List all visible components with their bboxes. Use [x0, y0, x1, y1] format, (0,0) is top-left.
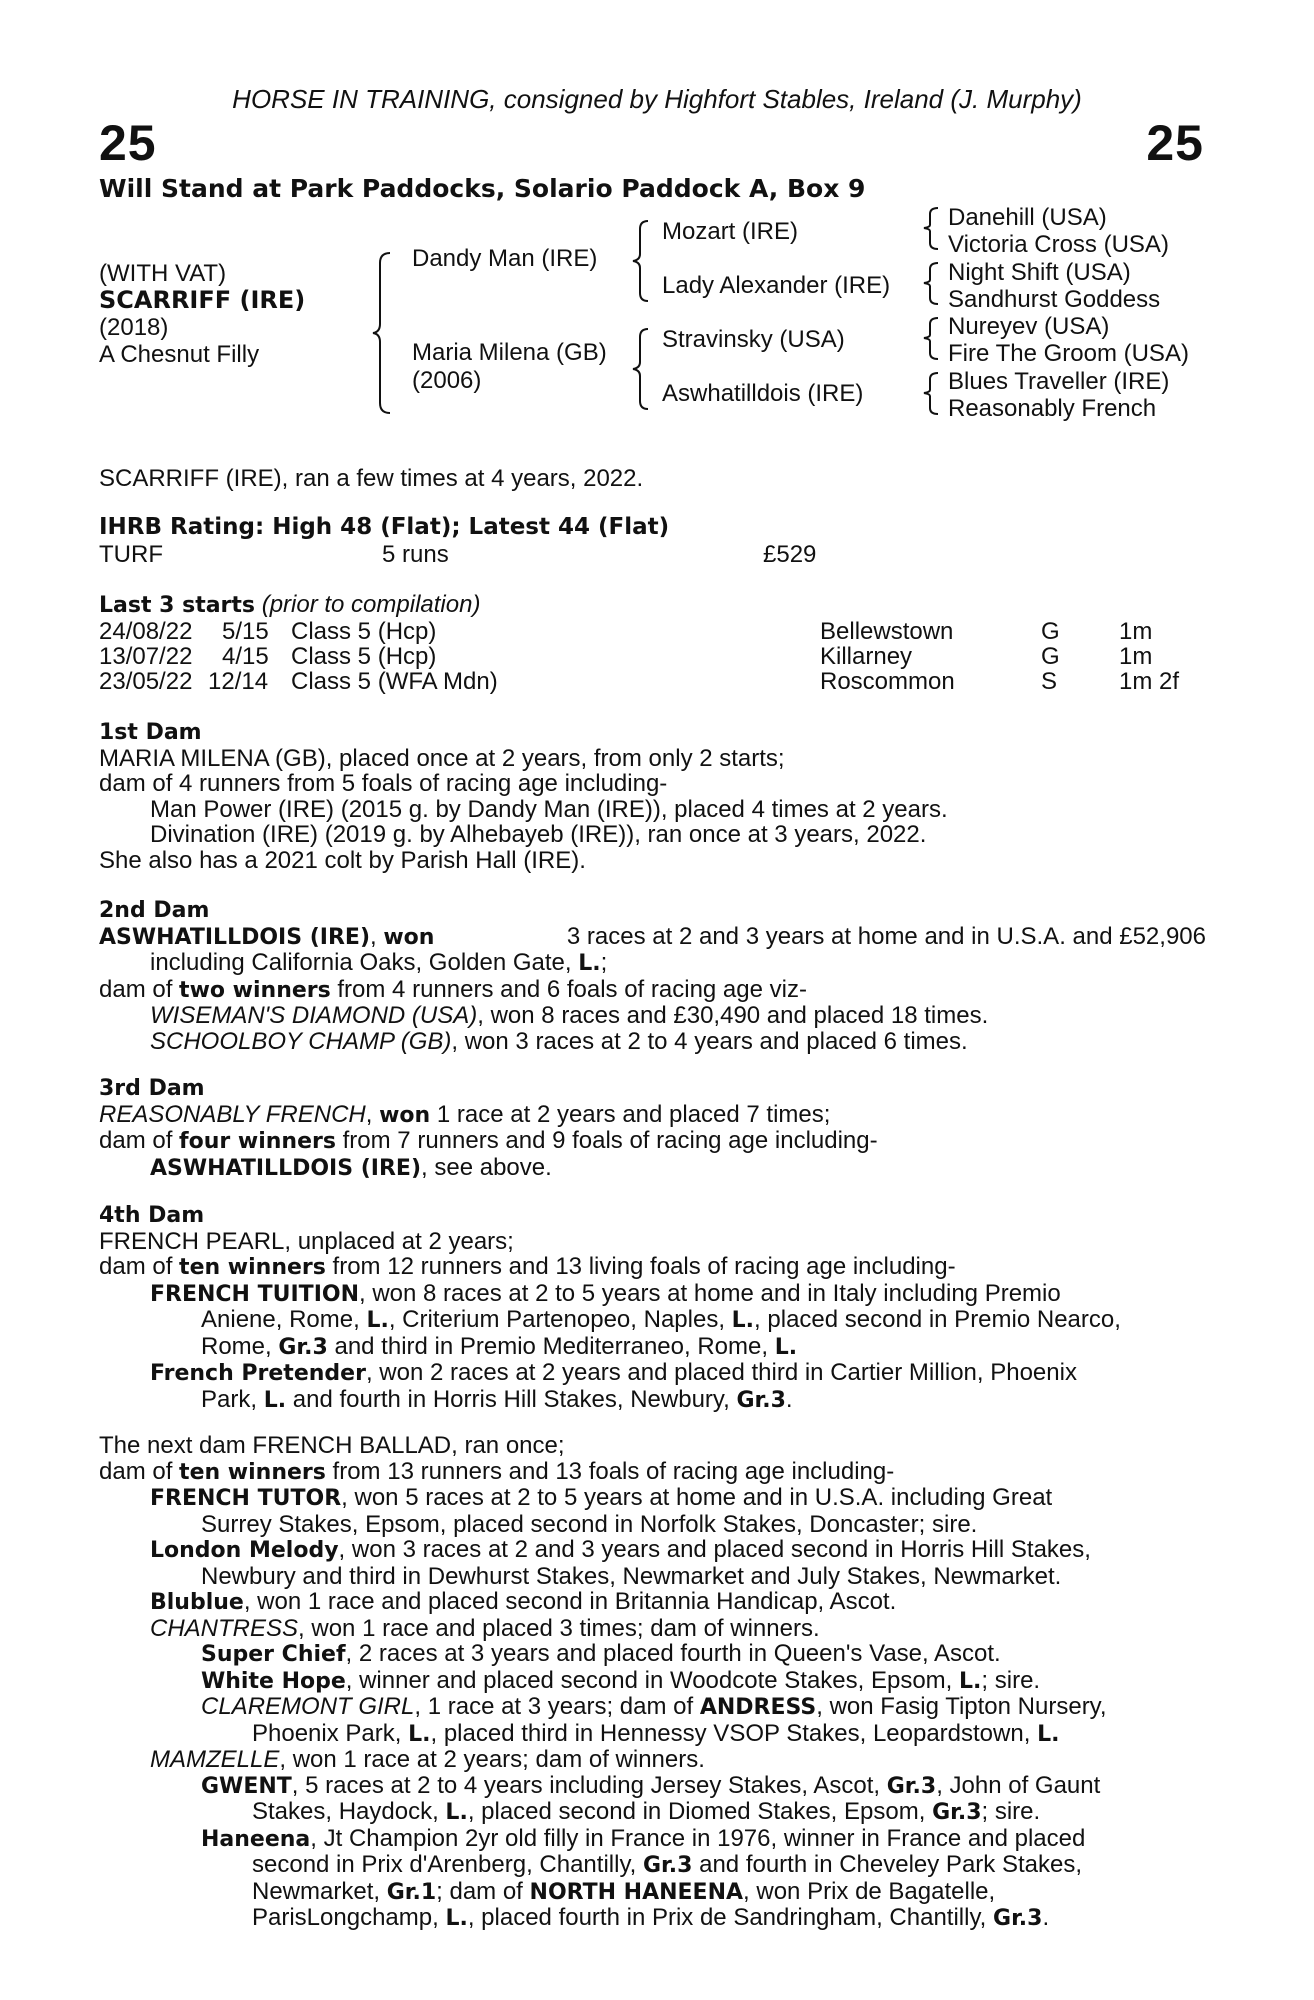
fourth-dam-progeny: FRENCH TUITION, won 8 races at 2 to 5 years at home and in Italy including Premio	[150, 1279, 1061, 1307]
second-dam-section	[99, 898, 1206, 1054]
start-course: Killarney	[820, 643, 913, 670]
start-race: Class 5 (WFA Mdn)	[291, 668, 498, 695]
pedigree-bracket-dam	[630, 326, 652, 412]
last-starts-label: Last 3 starts	[99, 593, 256, 618]
pedigree-gen4	[948, 204, 1189, 422]
start-going: G	[1041, 643, 1060, 670]
gen4-7: Blues Traveller (IRE)	[948, 367, 1170, 395]
gen4-4: Sandhurst Goddess	[948, 285, 1161, 313]
sire-sire: Mozart (IRE)	[662, 218, 799, 245]
fourth-dam-progeny-cont: Park, L. and fourth in Horris Hill Stakes, Newbury, Gr.3.	[201, 1385, 793, 1413]
next-dam-progeny: CHANTRESS, won 1 race and placed 3 times; dam of winners.	[150, 1614, 820, 1642]
third-dam-line: dam of four winners from 7 runners and 9 foals of racing age including-	[99, 1127, 878, 1154]
third-dam-progeny: ASWHATILLDOIS (IRE), see above.	[150, 1153, 552, 1181]
second-dam-progeny: WISEMAN'S DIAMOND (USA), won 8 races and £30,490 and placed 18 times.	[150, 1002, 989, 1029]
vat-note: (WITH VAT)	[99, 260, 227, 287]
next-dam-progeny-cont: Surrey Stakes, Epsom, placed second in Norfolk Stakes, Doncaster; sire.	[201, 1510, 978, 1538]
next-dam-progeny: MAMZELLE, won 1 race at 2 years; dam of winners.	[150, 1746, 705, 1773]
gen4-2: Victoria Cross (USA)	[948, 231, 1169, 259]
gen4-8: Reasonably French	[948, 395, 1157, 423]
rating-runs: 5 runs	[382, 541, 449, 568]
consignor-header: HORSE IN TRAINING, consigned by Highfort Stables, Ireland (J. Murphy)	[232, 84, 1082, 114]
rating-surface: TURF	[99, 541, 163, 568]
stabling-location: Will Stand at Park Paddocks, Solario Paddock A, Box 9	[99, 174, 866, 203]
second-dam-progeny: SCHOOLBOY CHAMP (GB), won 3 races at 2 to 4 years and placed 6 times.	[150, 1027, 968, 1055]
start-position: 4/15	[222, 643, 269, 670]
last-starts-note: (prior to compilation)	[261, 591, 481, 618]
start-course: Bellewstown	[820, 618, 954, 645]
rating-line: IHRB Rating: High 48 (Flat); Latest 44 (Flat)	[99, 514, 670, 540]
gen4-5: Nureyev (USA)	[948, 313, 1110, 341]
dam-name: Maria Milena (GB)	[412, 339, 607, 366]
horse-description: A Chesnut Filly	[99, 341, 260, 368]
start-race: Class 5 (Hcp)	[291, 618, 437, 645]
first-dam-line: She also has a 2021 colt by Parish Hall (IRE).	[99, 846, 586, 874]
start-distance: 1m	[1119, 643, 1153, 670]
next-dam-grandprogeny: Haneena, Jt Champion 2yr old filly in France in 1976, winner in France and placed	[201, 1824, 1086, 1852]
fourth-dam-progeny: French Pretender, won 2 races at 2 years and placed third in Cartier Million, Phoenix	[150, 1359, 1077, 1386]
fourth-dam-heading: 4th Dam	[99, 1203, 205, 1228]
next-dam-line: The next dam FRENCH BALLAD, ran once;	[99, 1432, 565, 1459]
second-dam-line: ASWHATILLDOIS (IRE), won 3 races at 2 and 3 years at home and in U.S.A. and £52,906	[99, 922, 1206, 950]
sire-name: Dandy Man (IRE)	[412, 245, 598, 272]
racing-summary: SCARRIFF (IRE), ran a few times at 4 years, 2022.	[99, 465, 644, 492]
fourth-dam-line: FRENCH PEARL, unplaced at 2 years;	[99, 1227, 514, 1255]
start-race: Class 5 (Hcp)	[291, 643, 437, 670]
fourth-dam-progeny-cont: Aniene, Rome, L., Criterium Partenopeo, Naples, L., placed second in Premio Nearco,	[201, 1306, 1121, 1333]
fourth-dam-section	[99, 1203, 1206, 1413]
next-dam-grandprogeny-cont: ParisLongchamp, L., placed fourth in Prix de Sandringham, Chantilly, Gr.3.	[252, 1904, 1050, 1931]
start-going: S	[1041, 668, 1058, 695]
third-dam-section	[99, 1076, 878, 1181]
pedigree-bracket-main	[370, 250, 394, 416]
next-dam-progeny: Blublue, won 1 race and placed second in Britannia Handicap, Ascot.	[150, 1588, 897, 1615]
start-date: 24/08/22	[99, 618, 193, 645]
start-date: 13/07/22	[99, 643, 193, 670]
next-dam-grandprogeny-cont: Phoenix Park, L., placed third in Hennessy VSOP Stakes, Leopardstown, L.	[252, 1719, 1060, 1747]
start-distance: 1m 2f	[1119, 668, 1180, 695]
gen4-1: Danehill (USA)	[948, 204, 1107, 231]
pedigree-bracket-sire	[630, 218, 652, 304]
second-dam-line: dam of two winners from 4 runners and 6 foals of racing age viz-	[99, 975, 807, 1003]
first-dam-progeny: Divination (IRE) (2019 g. by Alhebayeb (IRE)), ran once at 3 years, 2022.	[150, 821, 927, 848]
horse-name: SCARRIFF (IRE)	[99, 286, 306, 314]
start-course: Roscommon	[820, 668, 955, 695]
first-dam-section	[99, 720, 948, 873]
next-dam-grandprogeny-cont: Newmarket, Gr.1; dam of NORTH HANEENA, won Prix de Bagatelle,	[252, 1877, 996, 1905]
last-starts-heading	[99, 592, 480, 619]
rating-earnings: £529	[763, 541, 817, 568]
next-dam-grandprogeny-cont: second in Prix d'Arenberg, Chantilly, Gr.3 and fourth in Cheveley Park Stakes,	[252, 1851, 1082, 1878]
sire-dam: Lady Alexander (IRE)	[662, 272, 891, 299]
second-dam-line: including California Oaks, Golden Gate, L.;	[150, 949, 608, 976]
start-going: G	[1041, 618, 1060, 645]
pedigree-brackets-gen4	[920, 205, 942, 425]
first-dam-line: dam of 4 runners from 5 foals of racing age including-	[99, 770, 668, 797]
second-dam-heading: 2nd Dam	[99, 898, 210, 923]
next-dam-progeny: FRENCH TUTOR, won 5 races at 2 to 5 years at home and in U.S.A. including Great	[150, 1484, 1053, 1511]
next-dam-grandprogeny: GWENT, 5 races at 2 to 4 years including Jersey Stakes, Ascot, Gr.3, John of Gaunt	[201, 1771, 1101, 1799]
start-date: 23/05/22	[99, 668, 193, 695]
next-dam-progeny: London Melody, won 3 races at 2 and 3 years and placed second in Horris Hill Stakes,	[150, 1536, 1091, 1563]
next-dam-line: dam of ten winners from 13 runners and 13 foals of racing age including-	[99, 1457, 895, 1485]
next-dam-grandprogeny: Super Chief, 2 races at 3 years and placed fourth in Queen's Vase, Ascot.	[201, 1640, 1001, 1667]
third-dam-heading: 3rd Dam	[99, 1076, 205, 1101]
gen4-3: Night Shift (USA)	[948, 258, 1131, 286]
next-dam-section	[99, 1433, 1107, 1932]
start-position: 5/15	[222, 618, 269, 645]
dam-year: (2006)	[412, 367, 482, 394]
next-dam-grandprogeny: White Hope, winner and placed second in Woodcote Stakes, Epsom, L.; sire.	[201, 1666, 1041, 1694]
first-dam-heading: 1st Dam	[99, 720, 202, 745]
first-dam-progeny: Man Power (IRE) (2015 g. by Dandy Man (IRE)), placed 4 times at 2 years.	[150, 795, 948, 823]
third-dam-line: REASONABLY FRENCH, won 1 race at 2 years and placed 7 times;	[99, 1100, 831, 1128]
lot-number-left: 25	[99, 115, 157, 171]
next-dam-progeny-cont: Newbury and third in Dewhurst Stakes, Newmarket and July Stakes, Newmarket.	[201, 1562, 1062, 1590]
gen4-6: Fire The Groom (USA)	[948, 340, 1189, 368]
dam-sire: Stravinsky (USA)	[662, 326, 845, 353]
horse-identity	[99, 260, 305, 368]
lot-number-right: 25	[1146, 115, 1204, 171]
horse-year: (2018)	[99, 314, 169, 341]
first-dam-line: MARIA MILENA (GB), placed once at 2 years, from only 2 starts;	[99, 744, 785, 772]
fourth-dam-line: dam of ten winners from 12 runners and 13 living foals of racing age including-	[99, 1253, 956, 1280]
start-position: 12/14	[208, 668, 269, 695]
start-distance: 1m	[1119, 618, 1153, 645]
next-dam-grandprogeny: CLAREMONT GIRL, 1 race at 3 years; dam of ANDRESS, won Fasig Tipton Nursery,	[201, 1693, 1107, 1720]
fourth-dam-progeny-cont: Rome, Gr.3 and third in Premio Mediterraneo, Rome, L.	[201, 1332, 798, 1360]
next-dam-grandprogeny-cont: Stakes, Haydock, L., placed second in Diomed Stakes, Epsom, Gr.3; sire.	[252, 1798, 1041, 1825]
dam-dam: Aswhatilldois (IRE)	[662, 380, 864, 407]
